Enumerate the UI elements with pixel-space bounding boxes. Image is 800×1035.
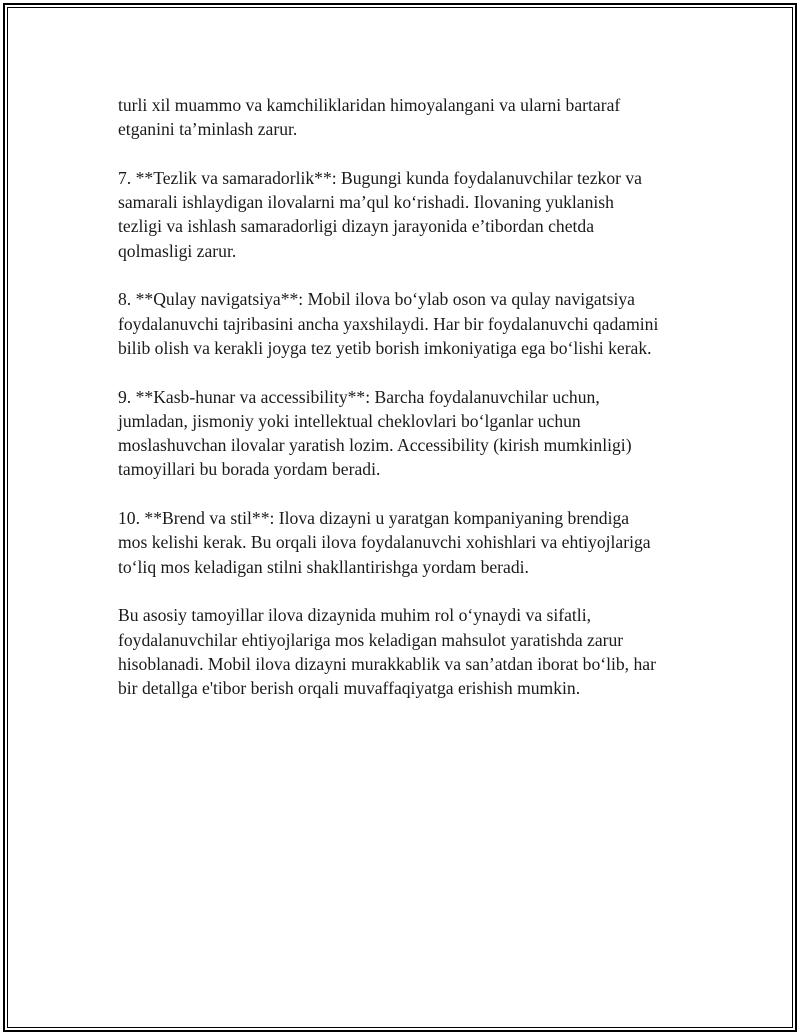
paragraph-conclusion bbox=[118, 603, 718, 700]
paragraph-accessibility bbox=[118, 385, 718, 482]
text-line: turli xil muammo va kamchiliklaridan himoyalangani va ularni bartaraf bbox=[118, 95, 621, 115]
text-line: bilib olish va kerakli joyga tez yetib borish imkoniyatiga ega boʻlishi kerak. bbox=[118, 337, 652, 358]
text-line: bir detallga e'tibor berish orqali muvaffaqiyatga erishish mumkin. bbox=[118, 678, 581, 699]
text-line: 10. **Brend va stil**: Ilova dizayni u yaratgan kompaniyaning brendiga bbox=[118, 508, 630, 529]
text-line: etganini ta’minlash zarur. bbox=[118, 119, 298, 140]
text-line: qolmasligi zarur. bbox=[118, 240, 237, 261]
text-line: foydalanuvchilar ehtiyojlariga mos keladigan mahsulot yaratishda zarur bbox=[118, 629, 624, 650]
text-line: foydalanuvchi tajribasini ancha yaxshilaydi. Har bir foydalanuvchi qadamini bbox=[118, 313, 659, 334]
text-line: 8. **Qulay navigatsiya**: Mobil ilova boʻylab oson va qulay navigatsiya bbox=[118, 289, 635, 310]
paragraph-brand-style bbox=[118, 506, 718, 579]
text-line: toʻliq mos keladigan stilni shakllantirishga yordam beradi. bbox=[118, 556, 529, 577]
page-frame bbox=[3, 3, 797, 1032]
paragraph-speed-efficiency bbox=[118, 166, 718, 263]
text-line: moslashuvchan ilovalar yaratish lozim. Accessibility (kirish mumkinligi) bbox=[118, 435, 632, 456]
paragraph-navigation bbox=[118, 287, 718, 360]
text-line: samarali ishlaydigan ilovalarni ma’qul koʻrishadi. Ilovaning yuklanish bbox=[118, 192, 614, 213]
text-line: mos kelishi kerak. Bu orqali ilova foydalanuvchi xohishlari va ehtiyojlariga bbox=[118, 532, 651, 553]
text-line: hisoblanadi. Mobil ilova dizayni murakkablik va san’atdan iborat boʻlib, har bbox=[118, 653, 656, 674]
text-line: jumladan, jismoniy yoki intellektual cheklovlari boʻlganlar uchun bbox=[118, 410, 581, 431]
paragraph-security-continuation bbox=[118, 93, 718, 142]
text-line: tamoyillari bu borada yordam beradi. bbox=[118, 459, 381, 480]
document-body bbox=[118, 93, 718, 725]
text-line: 7. **Tezlik va samaradorlik**: Bugungi kunda foydalanuvchilar tezkor va bbox=[118, 167, 642, 188]
text-line: 9. **Kasb-hunar va accessibility**: Barcha foydalanuvchilar uchun, bbox=[118, 386, 600, 407]
text-line: tezligi va ishlash samaradorligi dizayn jarayonida e’tibordan chetda bbox=[118, 216, 595, 237]
text-line: Bu asosiy tamoyillar ilova dizaynida muhim rol oʻynaydi va sifatli, bbox=[118, 605, 591, 626]
